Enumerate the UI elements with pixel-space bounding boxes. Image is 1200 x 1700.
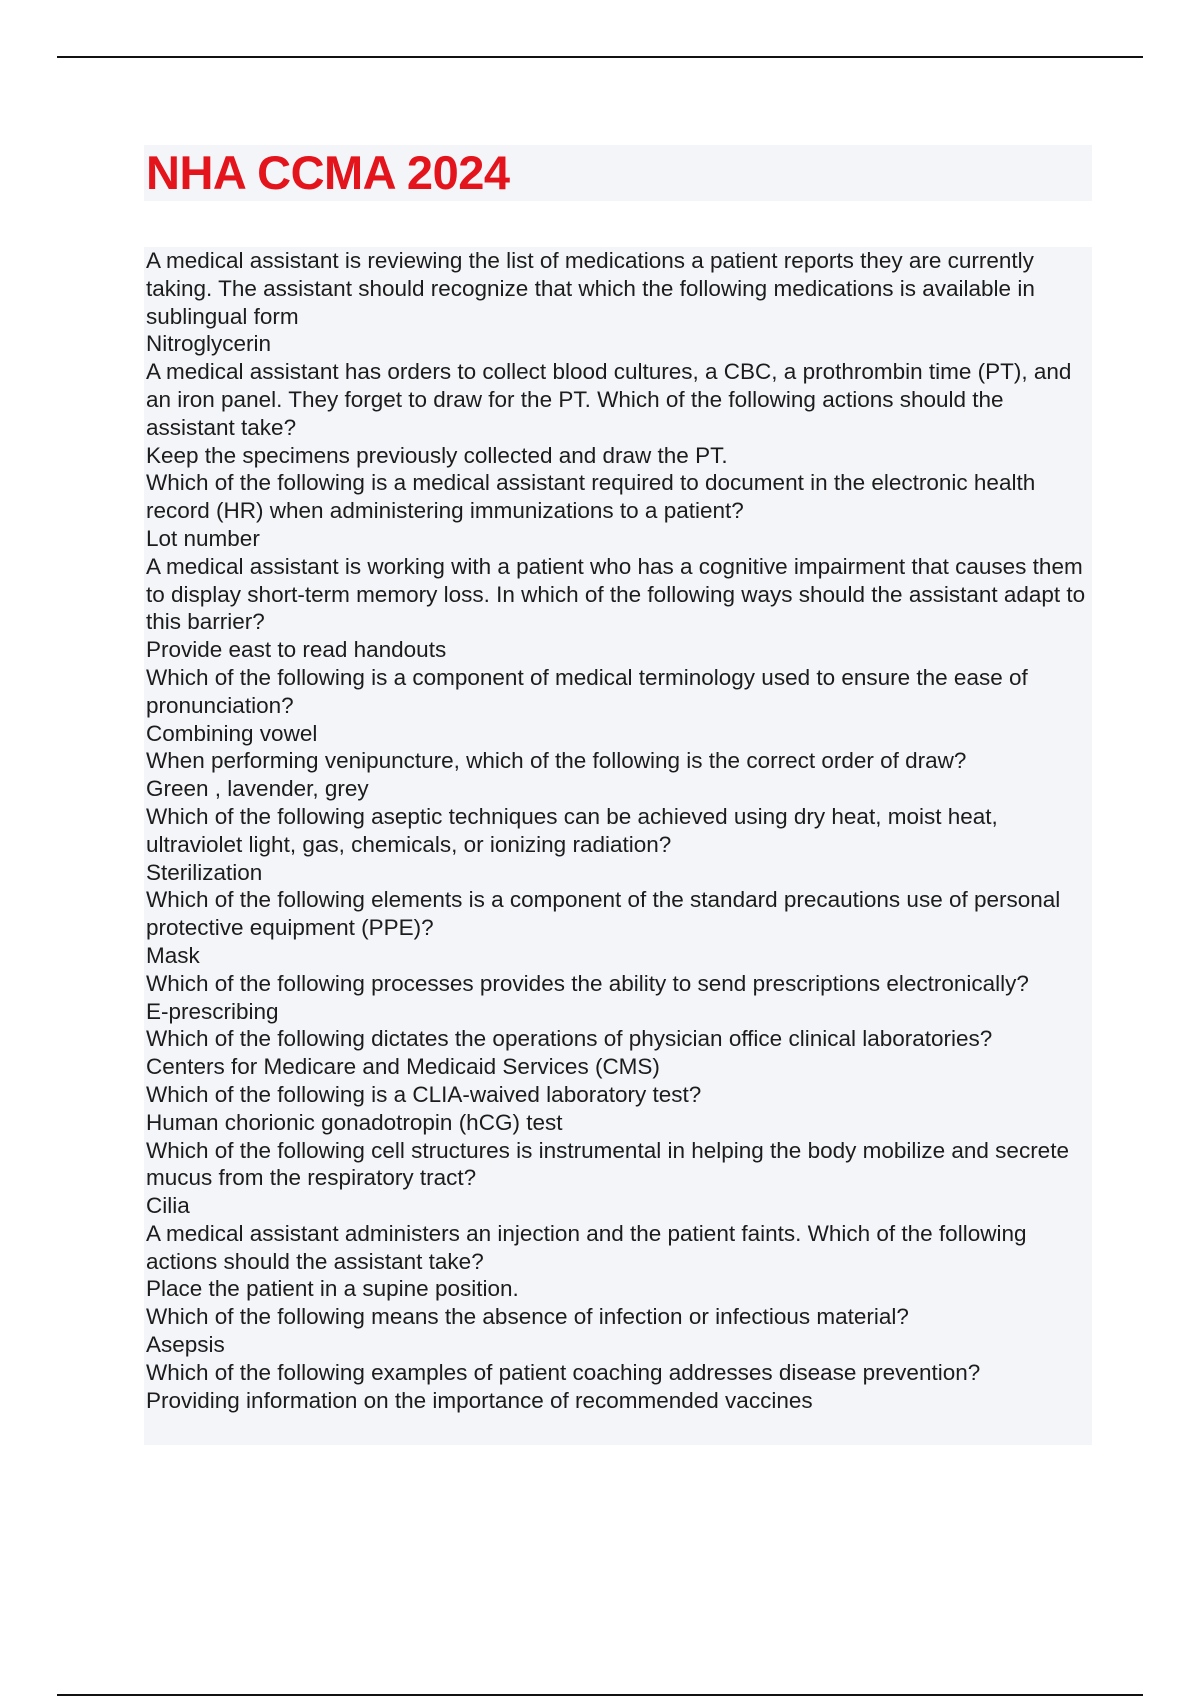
- question-text: A medical assistant has orders to collect blood cultures, a CBC, a prothrombin time (PT), and an iron panel. They forget to draw for the PT. Which of the following actions should the assistant take?: [146, 359, 1072, 440]
- qa-item: [146, 1137, 1086, 1220]
- qa-list: [146, 247, 1086, 1414]
- question-text: Which of the following aseptic techniques can be achieved using dry heat, moist heat, ultraviolet light, gas, chemicals, or ionizing radiation?: [146, 803, 998, 857]
- answer-text: Lot number: [146, 525, 260, 551]
- qa-item: [146, 469, 1086, 552]
- qa-item: [146, 1303, 1086, 1359]
- answer-text: Combining vowel: [146, 720, 318, 746]
- qa-item: [146, 1025, 1086, 1081]
- answer-text: Green , lavender, grey: [146, 776, 369, 802]
- answer-text: Asepsis: [146, 1332, 225, 1358]
- question-text: Which of the following examples of patient coaching addresses disease prevention?: [146, 1359, 981, 1385]
- question-text: A medical assistant administers an injection and the patient faints. Which of the following actions should the assistant take?: [146, 1220, 1027, 1274]
- answer-text: E-prescribing: [146, 998, 279, 1024]
- title-banner: [144, 145, 1092, 201]
- qa-item: [146, 358, 1086, 469]
- answer-text: Place the patient in a supine position.: [146, 1276, 519, 1302]
- qa-item: [146, 247, 1086, 358]
- question-text: Which of the following means the absence of infection or infectious material?: [146, 1304, 909, 1330]
- answer-text: Keep the specimens previously collected and draw the PT.: [146, 442, 728, 468]
- question-text: Which of the following cell structures is instrumental in helping the body mobilize and secrete mucus from the respiratory tract?: [146, 1137, 1069, 1191]
- qa-item: [146, 664, 1086, 747]
- question-text: A medical assistant is reviewing the list of medications a patient reports they are currently taking. The assistant should recognize that which the following medications is available in sublingual form: [146, 248, 1035, 329]
- qa-item: [146, 1220, 1086, 1303]
- answer-text: Providing information on the importance of recommended vaccines: [146, 1387, 813, 1413]
- question-text: A medical assistant is working with a patient who has a cognitive impairment that causes them to display short-term memory loss. In which of the following ways should the assistant adapt to this barrier?: [146, 553, 1086, 635]
- qa-item: [146, 970, 1086, 1026]
- bottom-divider: [57, 1694, 1143, 1696]
- question-text: Which of the following processes provides the ability to send prescriptions electronically?: [146, 970, 1029, 996]
- qa-item: [146, 1081, 1086, 1137]
- qa-section: [144, 247, 1092, 1445]
- question-text: Which of the following is a CLIA-waived laboratory test?: [146, 1081, 702, 1107]
- qa-item: [146, 553, 1086, 664]
- document-title: NHA CCMA 2024: [146, 146, 510, 199]
- qa-item: [146, 747, 1086, 803]
- answer-text: Centers for Medicare and Medicaid Services (CMS): [146, 1054, 660, 1080]
- answer-text: Sterilization: [146, 859, 263, 885]
- question-text: Which of the following dictates the operations of physician office clinical laboratories?: [146, 1026, 993, 1052]
- question-text: Which of the following elements is a component of the standard precautions use of personal protective equipment (PPE)?: [146, 887, 1061, 941]
- answer-text: Cilia: [146, 1193, 190, 1219]
- qa-item: [146, 1359, 1086, 1415]
- top-divider: [57, 56, 1143, 58]
- qa-item: [146, 886, 1086, 969]
- question-text: Which of the following is a component of medical terminology used to ensure the ease of pronunciation?: [146, 664, 1028, 718]
- question-text: When performing venipuncture, which of the following is the correct order of draw?: [146, 748, 967, 774]
- answer-text: Nitroglycerin: [146, 331, 272, 357]
- answer-text: Mask: [146, 942, 200, 968]
- question-text: Which of the following is a medical assistant required to document in the electronic health record (HR) when administering immunizations to a patient?: [146, 470, 1036, 524]
- answer-text: Provide east to read handouts: [146, 637, 447, 663]
- qa-item: [146, 803, 1086, 886]
- answer-text: Human chorionic gonadotropin (hCG) test: [146, 1109, 563, 1135]
